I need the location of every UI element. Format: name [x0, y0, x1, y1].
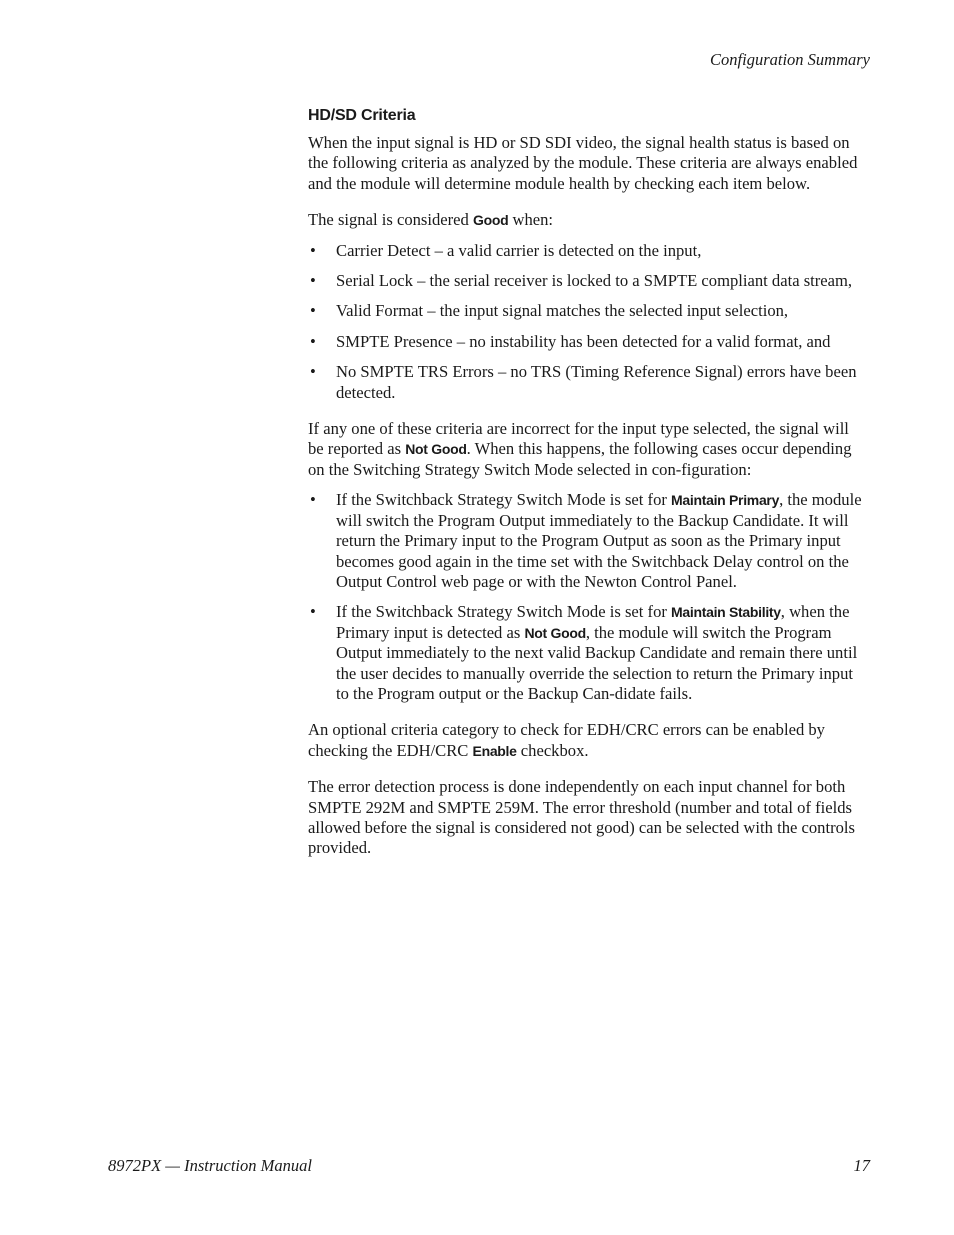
- list-item: [308, 602, 868, 704]
- bullet-icon: •: [310, 240, 316, 260]
- not-good-after: . When this happens, the following cases occur depending on the Switching Strategy Switch Mode selected in con-figuration:: [308, 439, 852, 479]
- list-item: [308, 332, 868, 352]
- criterion-text: No SMPTE TRS Errors – no TRS (Timing Reference Signal) errors have been detected.: [336, 362, 857, 402]
- mode-after: , the module will switch the Program Output immediately to the Backup Candidate. It will return the Primary input to the Program Output as soon as the Primary input becomes good again in the time set with the Switchback Delay control on the Output Control web page or with the Newton Control Panel.: [336, 490, 862, 591]
- section-heading: HD/SD Criteria: [308, 107, 416, 124]
- good-criteria-list: [308, 241, 868, 403]
- edh-before: An optional criteria category to check for EDH/CRC errors can be enabled by checking the EDH/CRC: [308, 720, 825, 760]
- enable-term: Enable: [472, 742, 517, 759]
- mode-after: , the module will switch the Program Output immediately to the next valid Backup Candidate and remain there until the user decides to manually override the selection to return the Primary input to the Program output or the Backup Can-didate fails.: [336, 622, 858, 703]
- switch-mode-list: [308, 490, 868, 704]
- edh-after: checkbox.: [516, 740, 589, 760]
- not-good-paragraph: [308, 419, 868, 480]
- list-item: [308, 241, 868, 261]
- not-good-before: If any one of these criteria are incorrect for the input type selected, the signal will be reported as: [308, 419, 849, 459]
- edh-paragraph: [308, 720, 868, 761]
- footer-manual-title: 8972PX — Instruction Manual: [108, 1156, 312, 1175]
- page-content: [308, 106, 868, 875]
- running-header: Configuration Summary: [710, 50, 870, 69]
- not-good-term: Not Good: [405, 441, 467, 458]
- criterion-text: Serial Lock – the serial receiver is locked to a SMPTE compliant data stream,: [336, 271, 853, 291]
- mode-before: If the Switchback Strategy Switch Mode is set for: [336, 490, 672, 510]
- good-term: Good: [472, 212, 509, 229]
- intro-paragraph: When the input signal is HD or SD SDI video, the signal health status is based on the following criteria as analyzed by the module. These criteria are always enabled and the module will determine module health by checking each item below.: [308, 133, 858, 193]
- good-lead-paragraph: [308, 210, 868, 230]
- good-lead-after: when:: [508, 210, 554, 230]
- bullet-icon: •: [310, 331, 316, 351]
- list-item: [308, 271, 868, 291]
- bullet-icon: •: [310, 602, 316, 622]
- bullet-icon: •: [310, 362, 316, 382]
- footer-page-number: 17: [853, 1156, 870, 1175]
- list-item: [308, 490, 868, 592]
- mode-before: If the Switchback Strategy Switch Mode is set for: [336, 602, 672, 622]
- criterion-text: SMPTE Presence – no instability has been detected for a valid format, and: [336, 331, 831, 351]
- list-item: [308, 301, 868, 321]
- good-lead-before: The signal is considered: [308, 210, 473, 230]
- bullet-icon: •: [310, 301, 316, 321]
- bullet-icon: •: [310, 490, 316, 510]
- not-good-term: Not Good: [524, 624, 586, 641]
- maintain-primary-term: Maintain Primary: [671, 492, 780, 509]
- error-detection-paragraph: The error detection process is done independently on each input channel for both SMPTE 292M and SMPTE 259M. The error threshold (number and total of fields allowed before the signal is considered not good) can be selected with the controls provided.: [308, 777, 855, 858]
- bullet-icon: •: [310, 271, 316, 291]
- list-item: [308, 362, 868, 403]
- mode-middle: , when the Primary input is detected as: [336, 602, 850, 642]
- criterion-text: Valid Format – the input signal matches the selected input selection,: [336, 301, 789, 321]
- criterion-text: Carrier Detect – a valid carrier is detected on the input,: [336, 240, 702, 260]
- maintain-stability-term: Maintain Stability: [671, 604, 781, 621]
